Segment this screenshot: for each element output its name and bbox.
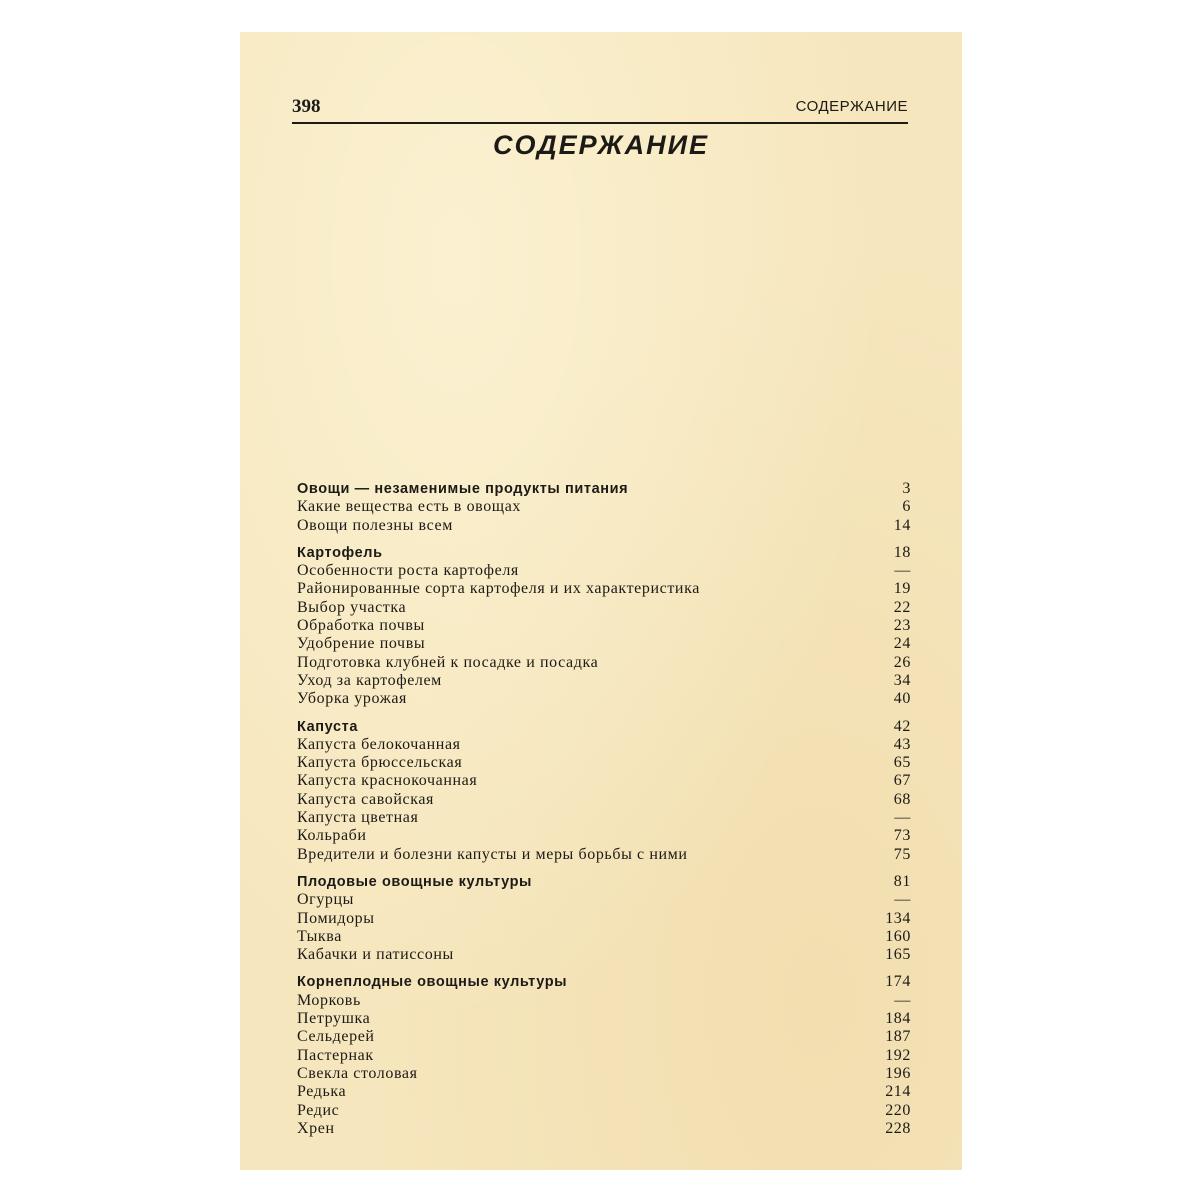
toc-entry-title: Капуста краснокочанная <box>297 772 478 790</box>
toc-section <box>297 718 911 864</box>
toc-entry <box>297 580 911 598</box>
page-title: СОДЕРЖАНИЕ <box>492 130 710 160</box>
toc-page-number: 23 <box>893 617 911 635</box>
toc-page-number: — <box>894 562 911 580</box>
toc-page-number: 42 <box>893 717 911 735</box>
toc-entry <box>297 928 911 946</box>
toc-page-number: 220 <box>885 1101 911 1119</box>
toc-entry <box>297 562 911 580</box>
toc-page-number: 73 <box>893 827 911 845</box>
toc-page-number: 22 <box>893 598 911 616</box>
toc-page-number: 65 <box>893 754 911 772</box>
toc-entry <box>297 498 911 516</box>
toc-section-heading <box>297 544 911 562</box>
toc-entry-title: Петрушка <box>297 1010 371 1028</box>
toc-page-number: 160 <box>885 927 911 945</box>
toc-entry-title: Капуста брюссельская <box>297 754 463 772</box>
toc-entry-title: Редька <box>297 1083 347 1101</box>
toc-entry-title: Редис <box>297 1101 340 1119</box>
toc-entry-title: Помидоры <box>297 909 375 927</box>
toc-entry-title: Овощи полезны всем <box>297 516 453 534</box>
toc-entry-title: Овощи — незаменимые продукты питания <box>297 481 629 497</box>
toc-page-number: 3 <box>902 480 911 497</box>
toc-section-heading <box>297 873 911 891</box>
toc-entry <box>297 910 911 928</box>
toc-page-number: 6 <box>902 498 911 516</box>
toc-entry-title: Хрен <box>297 1119 335 1137</box>
toc-entry-title: Огурцы <box>297 891 355 909</box>
toc-entry-title: Капуста цветная <box>297 809 419 827</box>
toc-section-heading <box>297 973 911 991</box>
toc-entry <box>297 690 911 708</box>
toc-entry-title: Капуста белокочанная <box>297 735 461 753</box>
page-number: 398 <box>292 96 321 117</box>
toc-entry <box>297 599 911 617</box>
toc-page-number: — <box>894 891 911 909</box>
toc-entry-title: Обработка почвы <box>297 617 425 635</box>
toc-entry-title: Кольраби <box>297 827 367 845</box>
toc-section <box>297 973 911 1138</box>
toc-entry <box>297 846 911 864</box>
toc-page-number: 214 <box>885 1083 911 1101</box>
toc-entry <box>297 946 911 964</box>
toc-entry-title: Подготовка клубней к посадке и посадка <box>297 653 599 671</box>
toc-entry-title: Свекла столовая <box>297 1064 418 1082</box>
toc-section <box>297 873 911 964</box>
toc-entry <box>297 827 911 845</box>
toc-entry <box>297 772 911 790</box>
toc-entry <box>297 1120 911 1138</box>
toc-entry-title: Морковь <box>297 991 361 1009</box>
toc-entry <box>297 754 911 772</box>
toc-entry-title: Вредители и болезни капусты и меры борьбы с ними <box>297 845 688 863</box>
toc-entry <box>297 736 911 754</box>
toc-page-number: 75 <box>893 845 911 863</box>
toc-page-number: 196 <box>885 1064 911 1082</box>
toc-entry-title: Районированные сорта картофеля и их характеристика <box>297 580 700 598</box>
toc-entry <box>297 891 911 909</box>
page-header <box>292 96 908 124</box>
table-of-contents <box>297 480 911 1147</box>
toc-entry-title: Удобрение почвы <box>297 635 426 653</box>
toc-entry-title: Картофель <box>297 544 383 561</box>
toc-entry-title: Капуста савойская <box>297 790 435 808</box>
toc-page-number: 14 <box>893 516 911 534</box>
toc-page-number: 228 <box>885 1119 911 1137</box>
toc-page-number: 24 <box>893 635 911 653</box>
toc-entry <box>297 635 911 653</box>
toc-entry <box>297 1028 911 1046</box>
toc-entry <box>297 992 911 1010</box>
toc-entry <box>297 672 911 690</box>
toc-page-number: 174 <box>885 973 911 991</box>
toc-page-number: 81 <box>893 872 911 890</box>
toc-entry-title: Тыква <box>297 927 342 945</box>
toc-entry-title: Уход за картофелем <box>297 671 442 689</box>
toc-entry <box>297 1083 911 1101</box>
toc-page-number: 68 <box>893 790 911 808</box>
toc-page-number: 184 <box>885 1010 911 1028</box>
toc-entry-title: Кабачки и патиссоны <box>297 946 454 964</box>
toc-page-number: 43 <box>893 735 911 753</box>
toc-page-number: 34 <box>893 671 911 689</box>
toc-entry <box>297 654 911 672</box>
toc-entry <box>297 617 911 635</box>
toc-entry-title: Капуста <box>297 718 358 735</box>
toc-page-number: 134 <box>885 909 911 927</box>
toc-entry <box>297 517 911 535</box>
toc-entry-title: Выбор участка <box>297 598 407 616</box>
toc-entry-title: Плодовые овощные культуры <box>297 873 533 890</box>
toc-page-number: — <box>894 991 911 1009</box>
toc-entry-title: Сельдерей <box>297 1028 375 1046</box>
book-page <box>240 32 962 1170</box>
toc-entry <box>297 1102 911 1120</box>
toc-entry-title: Пастернак <box>297 1046 374 1064</box>
toc-entry <box>297 1047 911 1065</box>
running-title: СОДЕРЖАНИЕ <box>795 98 908 115</box>
toc-entry-title: Уборка урожая <box>297 690 408 708</box>
toc-page-number: 165 <box>885 946 911 964</box>
toc-page-number: 19 <box>893 580 911 598</box>
toc-section <box>297 480 911 535</box>
toc-section <box>297 544 911 709</box>
toc-page-number: 40 <box>893 690 911 708</box>
toc-section-heading <box>297 480 911 498</box>
toc-section-heading <box>297 718 911 736</box>
toc-page-number: 26 <box>893 653 911 671</box>
toc-entry-title: Какие вещества есть в овощах <box>297 498 522 516</box>
toc-entry <box>297 1010 911 1028</box>
toc-page-number: 67 <box>893 772 911 790</box>
toc-page-number: 192 <box>885 1046 911 1064</box>
toc-entry <box>297 791 911 809</box>
toc-page-number: 18 <box>893 543 911 561</box>
toc-entry <box>297 1065 911 1083</box>
toc-entry <box>297 809 911 827</box>
toc-entry-title: Корнеплодные овощные культуры <box>297 974 568 991</box>
toc-page-number: — <box>894 809 911 827</box>
toc-page-number: 187 <box>885 1028 911 1046</box>
toc-entry-title: Особенности роста картофеля <box>297 562 519 580</box>
